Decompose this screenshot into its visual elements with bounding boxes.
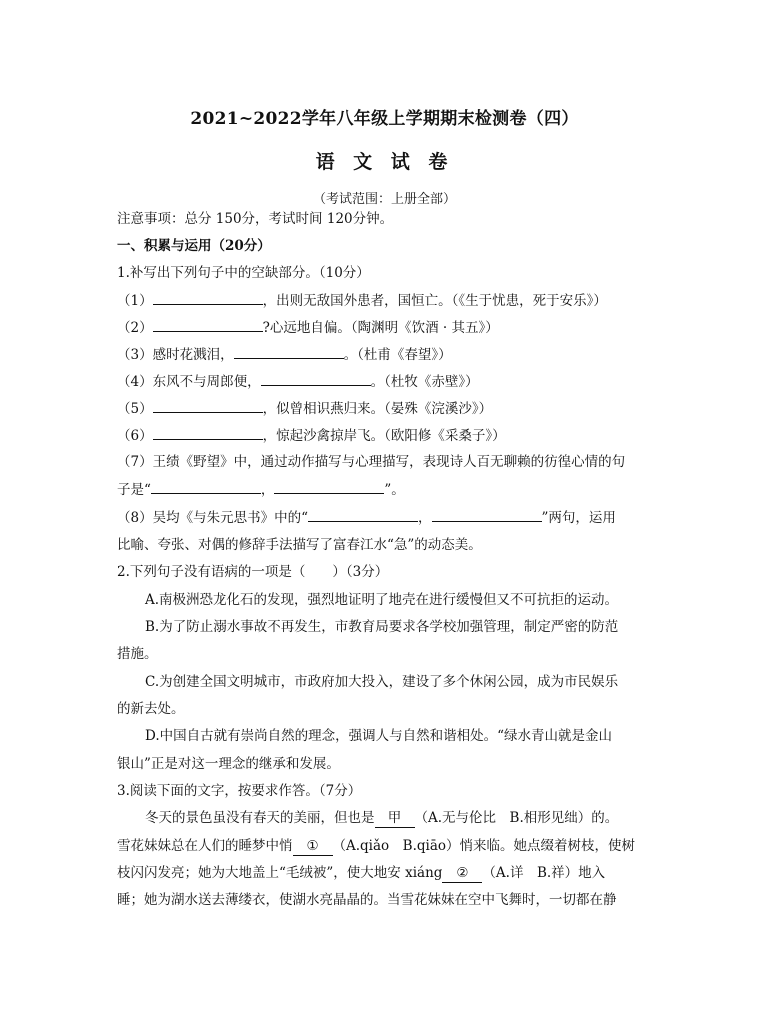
q3-passage-line4: 睡；她为湖水送去薄缕衣，使湖水亮晶晶的。当雪花妹妹在空中飞舞时，一切都在静 bbox=[117, 892, 617, 908]
q2-option-a: A.南极洲恐龙化石的发现，强烈地证明了地壳在进行缓慢但又不可抗拒的运动。 bbox=[145, 592, 619, 608]
section1-title: 一、积累与运用（20分） bbox=[117, 238, 271, 254]
q1-item-7-pre: 子是“ bbox=[117, 482, 151, 498]
exam-title: 2021~2022学年八年级上学期期末检测卷（四） bbox=[190, 109, 579, 129]
q2-option-d-line2: 银山”正是对这一理念的继承和发展。 bbox=[117, 756, 340, 772]
q3-text: （A.无与伦比 B.相形见绌）的。 bbox=[414, 810, 619, 826]
exam-subtitle: 语 文 试 卷 bbox=[315, 151, 454, 173]
q1-item-8-line1 bbox=[117, 508, 657, 527]
answer-blank[interactable] bbox=[151, 480, 261, 494]
q1-item-label: （2） bbox=[117, 320, 153, 336]
q1-item-label: （6） bbox=[117, 428, 153, 444]
q3-passage-line1 bbox=[145, 809, 657, 828]
q2-option-c-line1: C.为创建全国文明城市，市政府加大投入，建设了多个休闲公园，成为市民娱乐 bbox=[145, 674, 619, 690]
q1-item-label: （5） bbox=[117, 401, 153, 417]
q2-option-b-line2: 措施。 bbox=[117, 646, 158, 662]
q1-item-7-line2 bbox=[117, 480, 657, 499]
q1-item-text: ，惊起沙禽掠岸飞。（欧阳修《采桑子》） bbox=[262, 428, 506, 444]
q2-option-b-line1: B.为了防止溺水事故不再发生，市教育局要求各学校加强管理，制定严密的防范 bbox=[145, 619, 619, 635]
q1-item-label: （1） bbox=[117, 293, 153, 309]
q1-item-8-post: ”两句，运用 bbox=[541, 510, 616, 526]
q1-item-text: ，似曾相识燕归来。（晏殊《浣溪沙》） bbox=[262, 401, 493, 417]
answer-blank[interactable] bbox=[153, 291, 263, 305]
q2-option-d-line1: D.中国自古就有崇尚自然的理念，强调人与自然和谐相处。“绿水青山就是金山 bbox=[145, 728, 613, 744]
q1-stem: 1.补写出下列句子中的空缺部分。（10分） bbox=[117, 265, 370, 281]
answer-blank[interactable] bbox=[261, 372, 371, 386]
answer-blank[interactable] bbox=[308, 508, 418, 522]
answer-blank[interactable] bbox=[432, 508, 542, 522]
q1-item-text: ?心远地自偏。（陶渊明《饮酒 · 其五》） bbox=[262, 320, 499, 336]
q1-item-text: 。（杜甫《春望》） bbox=[343, 347, 452, 363]
q3-text: （A.qiǎo B.qiāo）悄来临。她点缀着树枝，使树 bbox=[332, 838, 636, 854]
q1-item-text: 。（杜牧《赤壁》） bbox=[370, 374, 479, 390]
q1-item-4 bbox=[117, 372, 657, 391]
q1-item-text: ，出则无敌国外患者，国恒亡。（《生于忧患，死于安乐》） bbox=[262, 293, 607, 309]
blank-1[interactable]: ① bbox=[293, 837, 333, 856]
exam-range: （考试范围：上册全部） bbox=[312, 192, 456, 207]
notice: 注意事项：总分 150分，考试时间 120分钟。 bbox=[117, 211, 394, 227]
blank-jia[interactable]: 甲 bbox=[375, 809, 415, 828]
answer-blank[interactable] bbox=[153, 399, 263, 413]
q3-text: 冬天的景色虽没有春天的美丽，但也是 bbox=[145, 810, 375, 826]
answer-blank[interactable] bbox=[274, 480, 384, 494]
q1-item-7-post: ”。 bbox=[384, 482, 405, 498]
q2-stem: 2.下列句子没有语病的一项是（ ）（3分） bbox=[117, 564, 389, 580]
answer-blank[interactable] bbox=[153, 426, 263, 440]
answer-blank[interactable] bbox=[234, 345, 344, 359]
q3-passage-line3 bbox=[117, 864, 657, 883]
q1-item-1 bbox=[117, 291, 657, 310]
q1-item-7-line1: （7）王绩《野望》中，通过动作描写与心理描写，表现诗人百无聊赖的彷徨心情的句 bbox=[117, 454, 626, 470]
q2-option-c-line2: 的新去处。 bbox=[117, 701, 185, 717]
q3-stem: 3.阅读下面的文字，按要求作答。（7分） bbox=[117, 783, 362, 799]
blank-2[interactable]: ② bbox=[442, 864, 482, 883]
q3-passage-line2 bbox=[117, 837, 657, 856]
q1-item-8-mid: ， bbox=[418, 510, 432, 526]
q1-item-8-pre: （8）吴均《与朱元思书》中的“ bbox=[117, 510, 308, 526]
q1-item-label: （3）感时花溅泪， bbox=[117, 347, 234, 363]
answer-blank[interactable] bbox=[153, 318, 263, 332]
q1-item-2 bbox=[117, 318, 657, 337]
q1-item-label: （4）东风不与周郎便， bbox=[117, 374, 261, 390]
q3-text: 雪花妹妹总在人们的睡梦中悄 bbox=[117, 838, 293, 854]
q1-item-6 bbox=[117, 426, 657, 445]
q1-item-3 bbox=[117, 345, 657, 364]
q3-text: （A.详 B.祥）地入 bbox=[482, 865, 606, 881]
q1-item-8-line2: 比喻、夸张、对偶的修辞手法描写了富春江水“急”的动态美。 bbox=[117, 537, 482, 553]
q3-text: 枝闪闪发亮；她为大地盖上“毛绒被”，使大地安 xiáng bbox=[117, 865, 443, 881]
q1-item-5 bbox=[117, 399, 657, 418]
q1-item-7-mid: ， bbox=[260, 482, 275, 498]
